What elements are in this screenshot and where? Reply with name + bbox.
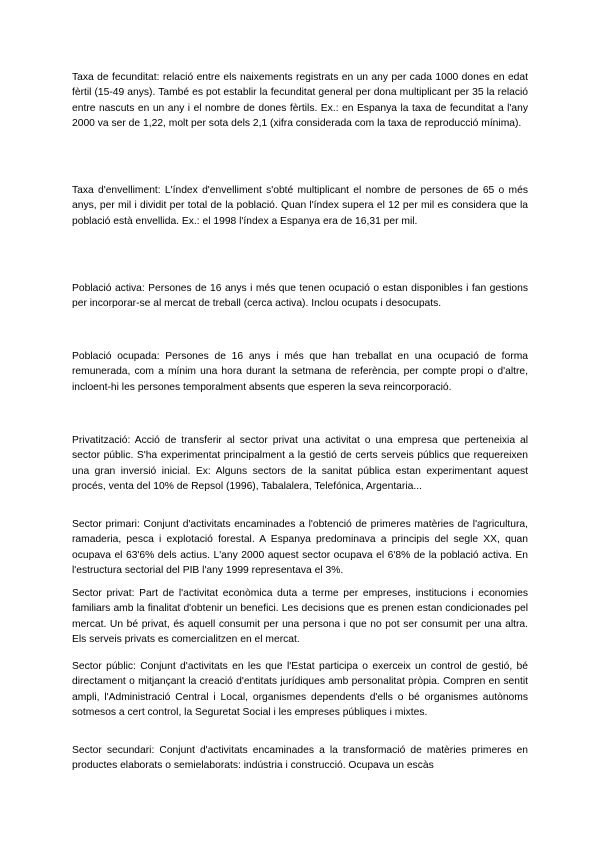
paragraph-sector-public: Sector públic: Conjunt d'activitats en les que l'Estat participa o exerceix un control de gestió, bé directament o mitjançant la creació d'entitats jurídiques amb personalitat pròpia. Compren en sentit ampli, l'Administració Central i Local, organismes dependents d'ells o bé organismes autònoms sotmesos a cert control, la Seguretat Social i les empreses públiques i mixtes.: [72, 661, 528, 719]
paragraph-sector-primari: Sector primari: Conjunt d'activitats encaminades a l'obtenció de primeres matèries de l'agricultura, ramaderia, pesca i explotació forestal. A Espanya predominava a principis del segle XX, quan ocupava el 63'6% dels actius. L'any 2000 aquest sector ocupava el 6'8% de la població activa. En l'estructura sectorial del PIB l'any 1999 representava el 3%.: [72, 519, 528, 577]
paragraph-taxa-de-fecunditat: Taxa de fecunditat: relació entre els naixements registrats en un any per cada 1000 dones en edat fèrtil (15-49 anys). També es pot establir la fecunditat general per dona multiplicant per 35 la relació entre nascuts en un any i el nombre de dones fèrtils. Ex.: en Espanya la taxa de fecunditat a l'any 2000 va ser de 1,22, molt per sota dels 2,1 (xifra considerada com la taxa de reproducció mínima).: [72, 72, 528, 130]
paragraph-taxa-d-envelliment: Taxa d'envelliment: L'índex d'envelliment s'obté multiplicant el nombre de persones de 65 o més anys, per mil i dividit per total de la població. Quan l'índex supera el 12 per mil es considera que la població està envellida. Ex.: el 1998 l'índex a Espanya era de 16,31 per mil.: [72, 185, 528, 227]
paragraph-poblacio-activa: Població activa: Persones de 16 anys i més que tenen ocupació o estan disponibles i fan gestions per incorporar-se al mercat de treball (cerca activa). Inclou ocupats i desocupats.: [72, 283, 528, 310]
paragraph-sector-privat: Sector privat: Part de l'activitat econòmica duta a terme per empreses, institucions i economies familiars amb la finalitat d'obtenir un benefici. Les decisions que es prenen estan condicionades pel mercat. Un bé privat, és aquell consumit per una persona i que no pot ser consumit per una altra. Els serveis privats es comercialitzen en el mercat.: [72, 588, 528, 646]
paragraph-sector-secundari: Sector secundari: Conjunt d'activitats encaminades a la transformació de matèries primeres en productes elaborats o semielaborats: indústria i construcció. Ocupava un escàs: [72, 745, 528, 772]
paragraph-poblacio-ocupada: Població ocupada: Persones de 16 anys i més que han treballat en una ocupació de forma remunerada, com a mínim una hora durant la setmana de referència, per compte propi o d'altre, incloent-hi les persones temporalment absents que esperen la seva reincorporació.: [72, 351, 528, 393]
paragraph-privatitzacio: Privatització: Acció de transferir al sector privat una activitat o una empresa que perteneixia al sector públic. S'ha experimentat principalment a la gestió de certs serveis públics que requereixen una gran inversió inicial. Ex: Alguns sectors de la sanitat pública estan experimentant aquest procés, venta del 10% de Repsol (1996), Tabalalera, Telefónica, Argentaria...: [72, 435, 528, 493]
